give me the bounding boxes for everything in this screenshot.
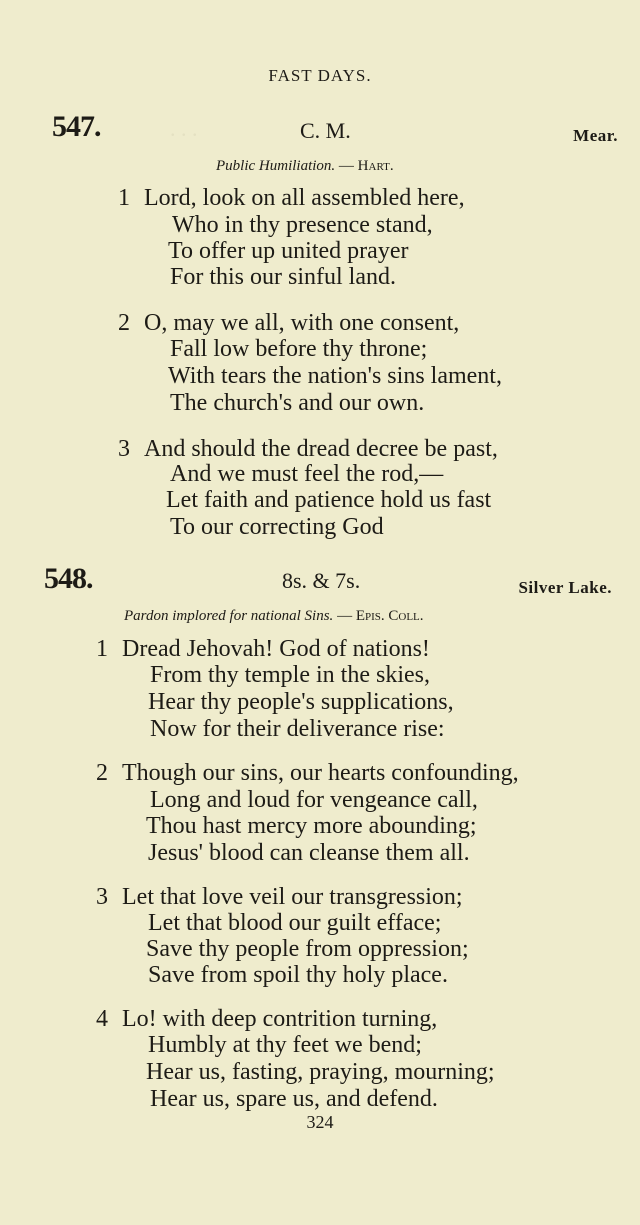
hymn-number: 548. <box>44 562 93 595</box>
verse-line: From thy temple in the skies, <box>150 662 430 688</box>
verse-line: Now for their deliverance rise: <box>150 716 445 742</box>
verse-number: 1 <box>118 185 130 211</box>
hymn-subtitle <box>124 608 424 625</box>
author: — Hart. <box>338 158 394 174</box>
verse-line: And should the dread decree be past, <box>144 436 498 462</box>
subtitle-text: Public Humiliation. <box>216 158 336 174</box>
verse-line: Lo! with deep contrition turning, <box>122 1006 438 1032</box>
verse-line: To offer up united prayer <box>168 238 409 264</box>
verse-line: Let that love veil our transgression; <box>122 884 463 910</box>
verse-line: Save from spoil thy holy place. <box>148 962 448 988</box>
verse-line: Fall low before thy throne; <box>170 336 428 362</box>
hymn-subtitle <box>216 158 394 175</box>
verse-line: With tears the nation's sins lament, <box>168 363 502 389</box>
verse-line: Let that blood our guilt efface; <box>148 910 442 936</box>
verse-line: Hear us, spare us, and defend. <box>150 1086 438 1112</box>
tune-name: Mear. <box>573 126 618 145</box>
verse-line: Thou hast mercy more abounding; <box>146 813 477 839</box>
verse-number: 1 <box>96 636 108 662</box>
page-number: 324 <box>306 1112 334 1132</box>
verse-line: Let faith and patience hold us fast <box>166 487 492 513</box>
verse-line: Hear us, fasting, praying, mourning; <box>146 1059 495 1085</box>
author: — Epis. Coll. <box>337 608 424 624</box>
verse-number: 4 <box>96 1006 108 1032</box>
tune-name: Silver Lake. <box>518 578 612 597</box>
verse-number: 3 <box>118 436 130 462</box>
hymn-meter: 8s. & 7s. <box>282 568 361 593</box>
verse-line: And we must feel the rod,— <box>170 461 444 487</box>
verse-line: The church's and our own. <box>170 390 425 416</box>
verse-line: Humbly at thy feet we bend; <box>148 1032 422 1058</box>
verse-line: For this our sinful land. <box>170 264 396 290</box>
verse-line: Though our sins, our hearts confounding, <box>122 760 519 786</box>
hymn-number: 547. <box>52 110 101 143</box>
verse-line: Jesus' blood can cleanse them all. <box>148 840 470 866</box>
verse-line: O, may we all, with one consent, <box>144 310 460 336</box>
verse-line: Save thy people from oppression; <box>146 936 469 962</box>
bleed-through: ∙ ∙ ∙ <box>170 122 198 147</box>
verse-number: 3 <box>96 884 108 910</box>
hymn-meter: C. M. <box>300 118 351 143</box>
verse-line: Long and loud for vengeance call, <box>150 787 478 813</box>
verse-line: Who in thy presence stand, <box>172 212 433 238</box>
running-header: FAST DAYS. <box>268 66 372 85</box>
verse-number: 2 <box>118 310 130 336</box>
verse-line: Hear thy people's supplications, <box>148 689 454 715</box>
verse-line: Lord, look on all assembled here, <box>144 185 465 211</box>
verse-line: Dread Jehovah! God of nations! <box>122 636 430 662</box>
subtitle-text: Pardon implored for national Sins. <box>124 608 334 624</box>
verse-number: 2 <box>96 760 108 786</box>
verse-line: To our correcting God <box>170 514 384 540</box>
